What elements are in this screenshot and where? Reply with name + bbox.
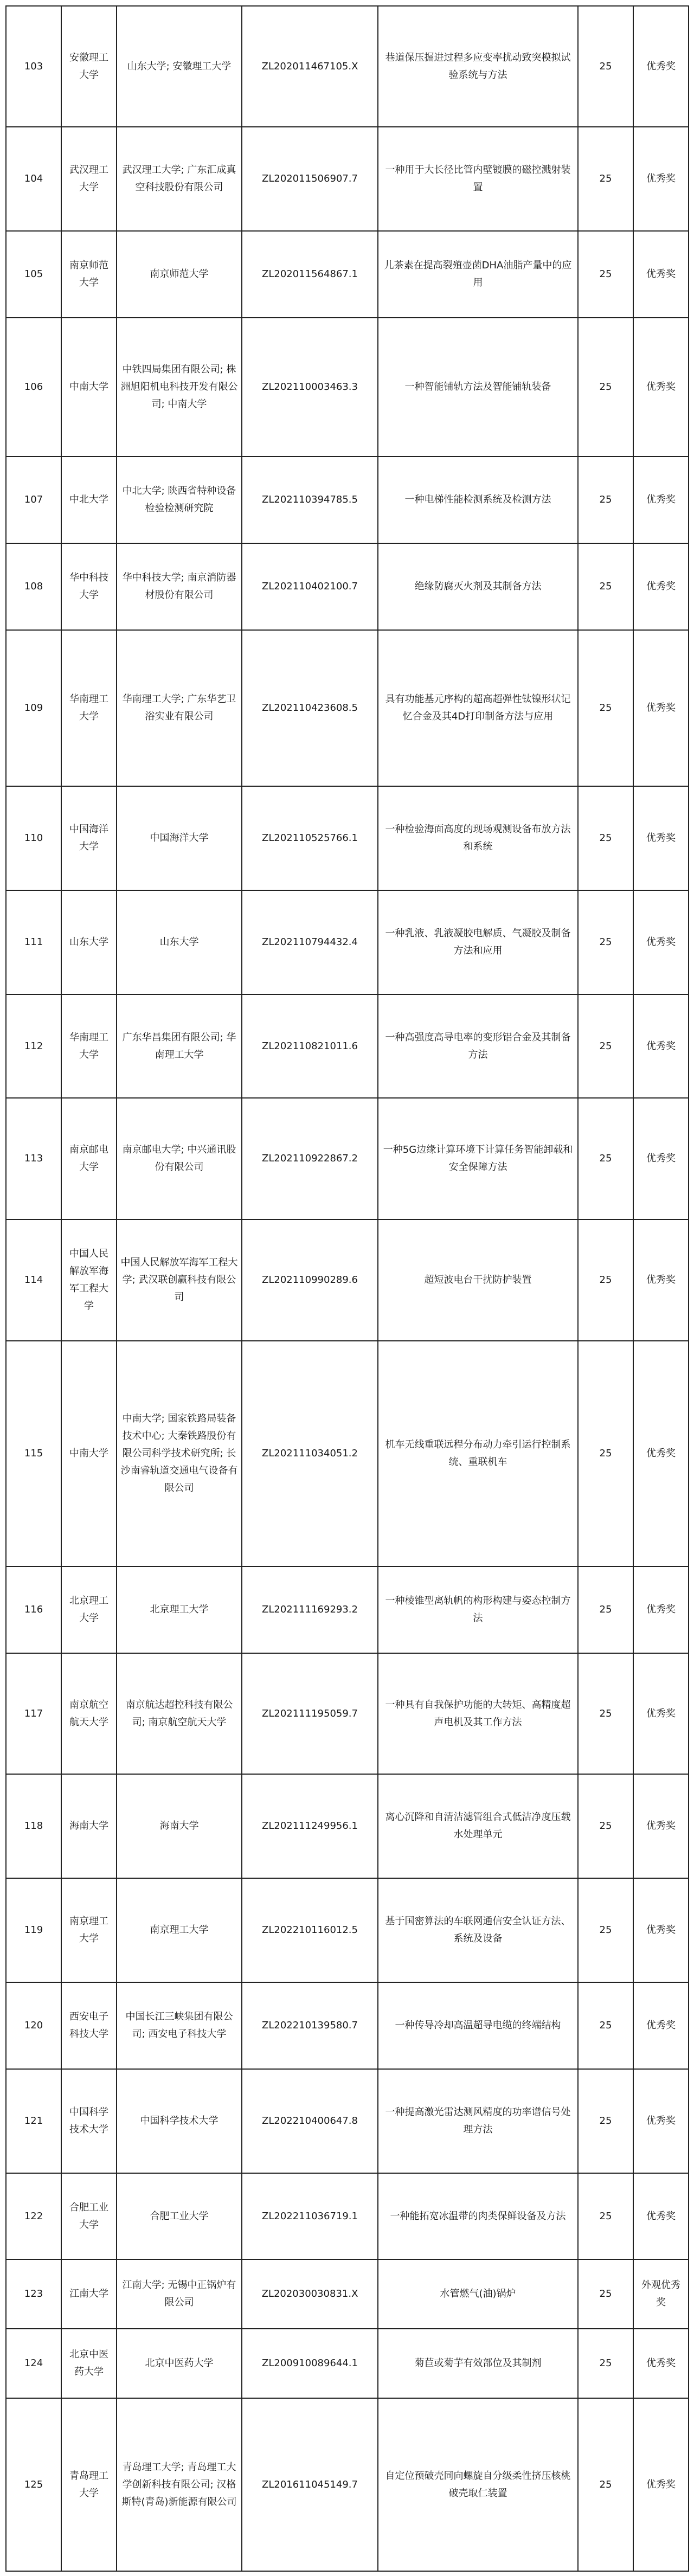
award-amount: 25	[578, 890, 633, 994]
award-amount: 25	[578, 1098, 633, 1219]
school-name: 安徽理工大学	[61, 6, 117, 127]
award-amount: 25	[578, 6, 633, 127]
award-amount: 25	[578, 2398, 633, 2571]
award-level: 优秀奖	[633, 1982, 689, 2069]
award-level: 优秀奖	[633, 6, 689, 127]
patent-number: ZL202110402100.7	[242, 543, 378, 630]
award-amount: 25	[578, 1341, 633, 1566]
school-name: 南京航空航天大学	[61, 1653, 117, 1774]
patent-title: 一种乳液、乳液凝胶电解质、气凝胶及制备方法和应用	[378, 890, 578, 994]
patent-title: 机车无线重联远程分布动力牵引运行控制系统、重联机车	[378, 1341, 578, 1566]
award-level: 优秀奖	[633, 127, 689, 231]
patent-title: 离心沉降和自清洁滤管组合式低洁净度压载水处理单元	[378, 1774, 578, 1878]
patent-holder: 华中科技大学; 南京消防器材股份有限公司	[117, 543, 242, 630]
school-name: 南京师范大学	[61, 231, 117, 318]
table-row	[6, 1982, 689, 2069]
patent-number: ZL202030030831.X	[242, 2259, 378, 2329]
table-row	[6, 2173, 689, 2259]
award-level: 优秀奖	[633, 1341, 689, 1566]
row-number: 108	[6, 543, 61, 630]
school-name: 中国人民解放军海军工程大学	[61, 1219, 117, 1341]
patent-holder: 中国科学技术大学	[117, 2069, 242, 2173]
table-row	[6, 994, 689, 1098]
award-level: 优秀奖	[633, 1653, 689, 1774]
award-amount: 25	[578, 231, 633, 318]
table-row	[6, 2259, 689, 2329]
patent-number: ZL202011467105.X	[242, 6, 378, 127]
table-row	[6, 318, 689, 457]
table-row	[6, 1774, 689, 1878]
award-level: 优秀奖	[633, 2173, 689, 2259]
school-name: 中北大学	[61, 457, 117, 543]
row-number: 125	[6, 2398, 61, 2571]
row-number: 123	[6, 2259, 61, 2329]
patent-number: ZL202110423608.5	[242, 630, 378, 786]
patent-title: 一种智能铺轨方法及智能铺轨装备	[378, 318, 578, 457]
award-amount: 25	[578, 1774, 633, 1878]
patent-holder: 中铁四局集团有限公司; 株洲旭阳机电科技开发有限公司; 中南大学	[117, 318, 242, 457]
table-row	[6, 786, 689, 890]
patent-holder: 中国海洋大学	[117, 786, 242, 890]
table-row	[6, 457, 689, 543]
table-row	[6, 231, 689, 318]
patent-number: ZL202210116012.5	[242, 1878, 378, 1982]
school-name: 华中科技大学	[61, 543, 117, 630]
table-row	[6, 1653, 689, 1774]
award-amount: 25	[578, 786, 633, 890]
award-amount: 25	[578, 318, 633, 457]
school-name: 武汉理工大学	[61, 127, 117, 231]
patent-holder: 南京理工大学	[117, 1878, 242, 1982]
patent-holder: 南京航达超控科技有限公司; 南京航空航天大学	[117, 1653, 242, 1774]
row-number: 118	[6, 1774, 61, 1878]
patent-number: ZL202111249956.1	[242, 1774, 378, 1878]
patent-title: 一种棱锥型离轨帆的构形构建与姿态控制方法	[378, 1566, 578, 1653]
row-number: 115	[6, 1341, 61, 1566]
school-name: 南京邮电大学	[61, 1098, 117, 1219]
patent-number: ZL202110990289.6	[242, 1219, 378, 1341]
patent-title: 一种电梯性能检测系统及检测方法	[378, 457, 578, 543]
patent-title: 一种用于大长径比管内壁镀膜的磁控溅射装置	[378, 127, 578, 231]
row-number: 121	[6, 2069, 61, 2173]
award-level: 优秀奖	[633, 630, 689, 786]
patent-number: ZL202110003463.3	[242, 318, 378, 457]
school-name: 华南理工大学	[61, 994, 117, 1098]
patent-title: 水管燃气(油)锅炉	[378, 2259, 578, 2329]
patent-holder: 中国人民解放军海军工程大学; 武汉联创赢科技有限公司	[117, 1219, 242, 1341]
row-number: 124	[6, 2329, 61, 2398]
school-name: 江南大学	[61, 2259, 117, 2329]
patent-title: 一种具有自我保护功能的大转矩、高精度超声电机及其工作方法	[378, 1653, 578, 1774]
award-level: 优秀奖	[633, 2398, 689, 2571]
award-level: 优秀奖	[633, 994, 689, 1098]
school-name: 山东大学	[61, 890, 117, 994]
table-row	[6, 2329, 689, 2398]
table-row	[6, 1341, 689, 1566]
patent-number: ZL202211036719.1	[242, 2173, 378, 2259]
patent-title: 一种检验海面高度的现场观测设备布放方法和系统	[378, 786, 578, 890]
patent-title: 一种提高激光雷达测风精度的功率谱信号处理方法	[378, 2069, 578, 2173]
award-level: 优秀奖	[633, 318, 689, 457]
award-amount: 25	[578, 1566, 633, 1653]
award-level: 优秀奖	[633, 2329, 689, 2398]
patent-holder: 山东大学; 安徽理工大学	[117, 6, 242, 127]
patent-holder: 海南大学	[117, 1774, 242, 1878]
award-amount: 25	[578, 1878, 633, 1982]
patent-title: 超短波电台干扰防护装置	[378, 1219, 578, 1341]
patent-holder: 北京中医药大学	[117, 2329, 242, 2398]
row-number: 112	[6, 994, 61, 1098]
row-number: 105	[6, 231, 61, 318]
patent-number: ZL202110922867.2	[242, 1098, 378, 1219]
school-name: 合肥工业大学	[61, 2173, 117, 2259]
award-amount: 25	[578, 630, 633, 786]
patent-number: ZL202011564867.1	[242, 231, 378, 318]
row-number: 122	[6, 2173, 61, 2259]
school-name: 中国海洋大学	[61, 786, 117, 890]
table-row	[6, 543, 689, 630]
patent-holder: 中国长江三峡集团有限公司; 西安电子科技大学	[117, 1982, 242, 2069]
row-number: 113	[6, 1098, 61, 1219]
award-level: 外观优秀奖	[633, 2259, 689, 2329]
patent-holder: 武汉理工大学; 广东汇成真空科技股份有限公司	[117, 127, 242, 231]
patent-holder: 中北大学; 陕西省特种设备检验检测研究院	[117, 457, 242, 543]
patent-holder: 广东华昌集团有限公司; 华南理工大学	[117, 994, 242, 1098]
patent-title: 基于国密算法的车联网通信安全认证方法、系统及设备	[378, 1878, 578, 1982]
patent-title: 绝缘防腐灭火剂及其制备方法	[378, 543, 578, 630]
table-row	[6, 2069, 689, 2173]
award-amount: 25	[578, 1219, 633, 1341]
patent-number: ZL202210139580.7	[242, 1982, 378, 2069]
patent-title: 菊苣或菊芋有效部位及其制剂	[378, 2329, 578, 2398]
award-amount: 25	[578, 2259, 633, 2329]
patent-holder: 江南大学; 无锡中正锅炉有限公司	[117, 2259, 242, 2329]
award-amount: 25	[578, 2173, 633, 2259]
patent-number: ZL201611045149.7	[242, 2398, 378, 2571]
award-amount: 25	[578, 2329, 633, 2398]
table-row	[6, 127, 689, 231]
award-amount: 25	[578, 1982, 633, 2069]
patent-number: ZL202011506907.7	[242, 127, 378, 231]
patent-title: 具有功能基元序构的超高超弹性钛镍形状记忆合金及其4D打印制备方法与应用	[378, 630, 578, 786]
row-number: 111	[6, 890, 61, 994]
school-name: 华南理工大学	[61, 630, 117, 786]
school-name: 中国科学技术大学	[61, 2069, 117, 2173]
patent-award-table	[5, 5, 689, 2572]
school-name: 北京理工大学	[61, 1566, 117, 1653]
patent-holder: 南京邮电大学; 中兴通讯股份有限公司	[117, 1098, 242, 1219]
patent-number: ZL202111195059.7	[242, 1653, 378, 1774]
award-level: 优秀奖	[633, 231, 689, 318]
table-body	[6, 6, 689, 2571]
patent-number: ZL202210400647.8	[242, 2069, 378, 2173]
award-amount: 25	[578, 457, 633, 543]
award-level: 优秀奖	[633, 1878, 689, 1982]
award-level: 优秀奖	[633, 457, 689, 543]
patent-title: 一种能拓宽冰温带的肉类保鲜设备及方法	[378, 2173, 578, 2259]
table-row	[6, 630, 689, 786]
patent-number: ZL202111034051.2	[242, 1341, 378, 1566]
patent-holder: 南京师范大学	[117, 231, 242, 318]
school-name: 北京中医药大学	[61, 2329, 117, 2398]
patent-holder: 北京理工大学	[117, 1566, 242, 1653]
row-number: 116	[6, 1566, 61, 1653]
award-amount: 25	[578, 2069, 633, 2173]
row-number: 110	[6, 786, 61, 890]
patent-number: ZL200910089644.1	[242, 2329, 378, 2398]
row-number: 117	[6, 1653, 61, 1774]
row-number: 103	[6, 6, 61, 127]
row-number: 106	[6, 318, 61, 457]
patent-title: 自定位预破壳同向螺旋自分级柔性挤压核桃破壳取仁装置	[378, 2398, 578, 2571]
award-amount: 25	[578, 1653, 633, 1774]
patent-number: ZL202111169293.2	[242, 1566, 378, 1653]
award-level: 优秀奖	[633, 1219, 689, 1341]
award-level: 优秀奖	[633, 890, 689, 994]
award-level: 优秀奖	[633, 2069, 689, 2173]
award-amount: 25	[578, 543, 633, 630]
table-row	[6, 2398, 689, 2571]
table-row	[6, 6, 689, 127]
patent-number: ZL202110525766.1	[242, 786, 378, 890]
patent-holder: 中南大学; 国家铁路局装备技术中心; 大秦铁路股份有限公司科学技术研究所; 长沙南睿轨道交通电气设备有限公司	[117, 1341, 242, 1566]
table-row	[6, 1566, 689, 1653]
table-row	[6, 1219, 689, 1341]
table-row	[6, 1098, 689, 1219]
award-amount: 25	[578, 994, 633, 1098]
patent-holder: 青岛理工大学; 青岛理工大学创新科技有限公司; 汉格斯特(青岛)新能源有限公司	[117, 2398, 242, 2571]
award-level: 优秀奖	[633, 543, 689, 630]
patent-title: 巷道保压掘进过程多应变率扰动致突模拟试验系统与方法	[378, 6, 578, 127]
school-name: 南京理工大学	[61, 1878, 117, 1982]
table-row	[6, 1878, 689, 1982]
award-level: 优秀奖	[633, 1774, 689, 1878]
table-row	[6, 890, 689, 994]
patent-title: 儿茶素在提高裂殖壶菌DHA油脂产量中的应用	[378, 231, 578, 318]
row-number: 109	[6, 630, 61, 786]
patent-title: 一种高强度高导电率的变形铝合金及其制备方法	[378, 994, 578, 1098]
award-level: 优秀奖	[633, 1098, 689, 1219]
patent-holder: 合肥工业大学	[117, 2173, 242, 2259]
school-name: 青岛理工大学	[61, 2398, 117, 2571]
row-number: 114	[6, 1219, 61, 1341]
award-level: 优秀奖	[633, 786, 689, 890]
patent-number: ZL202110794432.4	[242, 890, 378, 994]
row-number: 119	[6, 1878, 61, 1982]
row-number: 107	[6, 457, 61, 543]
patent-holder: 山东大学	[117, 890, 242, 994]
patent-title: 一种5G边缘计算环境下计算任务智能卸载和安全保障方法	[378, 1098, 578, 1219]
row-number: 120	[6, 1982, 61, 2069]
school-name: 海南大学	[61, 1774, 117, 1878]
row-number: 104	[6, 127, 61, 231]
award-level: 优秀奖	[633, 1566, 689, 1653]
school-name: 中南大学	[61, 1341, 117, 1566]
school-name: 西安电子科技大学	[61, 1982, 117, 2069]
school-name: 中南大学	[61, 318, 117, 457]
patent-title: 一种传导冷却高温超导电缆的终端结构	[378, 1982, 578, 2069]
award-amount: 25	[578, 127, 633, 231]
patent-number: ZL202110394785.5	[242, 457, 378, 543]
patent-holder: 华南理工大学; 广东华艺卫浴实业有限公司	[117, 630, 242, 786]
patent-number: ZL202110821011.6	[242, 994, 378, 1098]
